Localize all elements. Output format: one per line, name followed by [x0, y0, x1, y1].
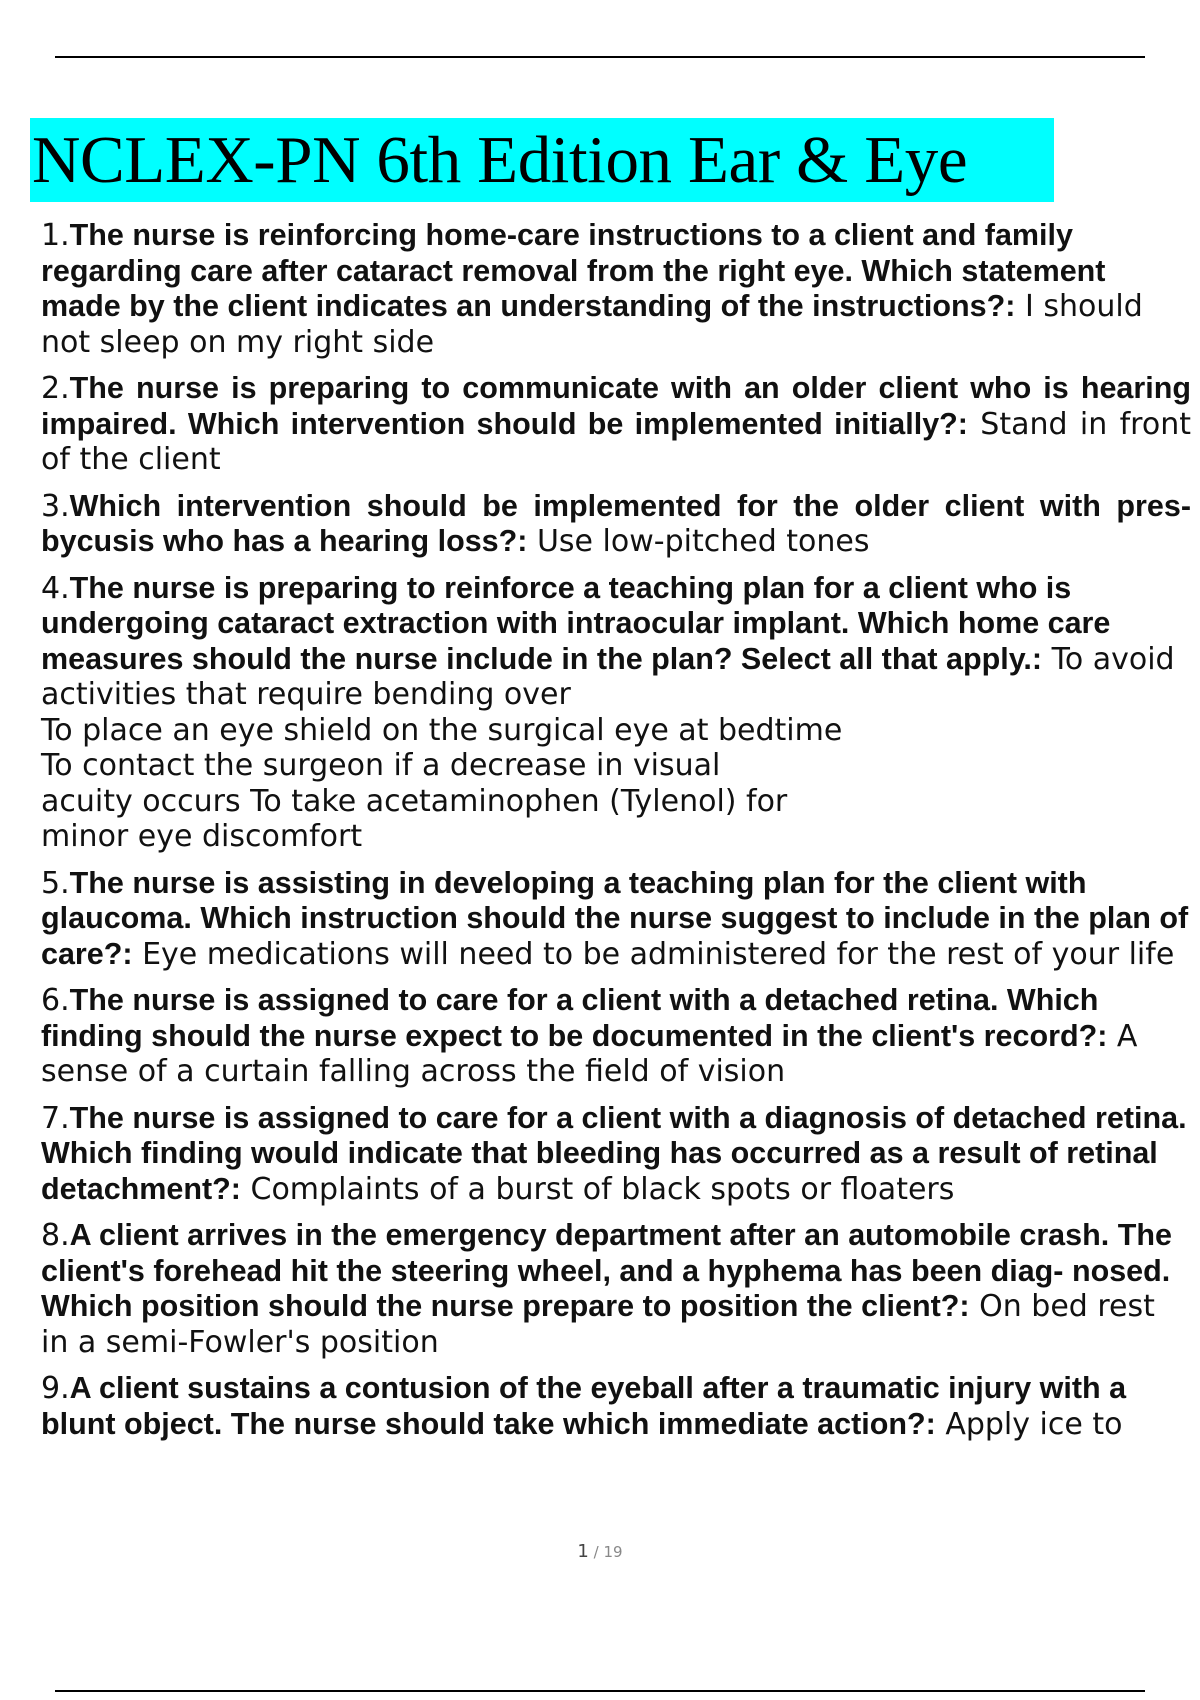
question-item-1 [41, 218, 1191, 360]
question-number: 5. [41, 865, 70, 901]
question-text: A client sustains a contusion of the eyeball after a traumatic injury with a blunt object. The nurse should take which immediate action?: [41, 1371, 1127, 1441]
document-title: NCLEX-PN 6th Edition Ear & Eye [32, 123, 968, 197]
page-separator: / [588, 1543, 604, 1561]
question-number: 1. [41, 218, 70, 253]
question-number: 2. [41, 371, 70, 406]
question-text: The nurse is preparing to reinforce a teaching plan for a client who is undergoing cataract extraction with intraocular implant. Which home care measures should the nurse include in the plan? Select all that apply.: [41, 570, 1111, 676]
title-highlight [30, 118, 1054, 202]
answer-line: minor eye discomfort [41, 819, 363, 854]
question-text: The nurse is preparing to communicate with an older client who is hearing impaired. Which intervention should be implemented initially?: [41, 371, 1191, 441]
question-text: Which intervention should be implemented for the older client with pres- bycusis who has a hearing loss?: [41, 488, 1191, 558]
answer-line: acuity occurs To take acetaminophen (Tylenol) for [41, 783, 788, 819]
answer-text: A sense of a curtain falling across the field of vision [41, 1018, 1138, 1089]
answer-text: Stand in front of the client [41, 406, 1191, 477]
question-item-3 [41, 489, 1191, 560]
answer-text: Eye medications will need to be administered for the rest of your life [132, 936, 1175, 972]
answer-text: Apply ice to [935, 1406, 1123, 1442]
answer-text: Complaints of a burst of black spots or floaters [240, 1171, 955, 1207]
question-list [41, 218, 1191, 1453]
answer-line: To contact the surgeon if a decrease in visual [41, 748, 721, 783]
question-item-2 [41, 371, 1191, 478]
question-text: A client arrives in the emergency department after an automobile crash. The client's forehead hit the steering wheel, and a hyphema has been diag- nosed. Which position should the nurse prepare to position the client?: [41, 1218, 1172, 1323]
answer-text: Use low-pitched tones [527, 524, 870, 559]
page-current: 1 [577, 1541, 589, 1562]
question-text: The nurse is assigned to care for a client with a detached retina. Which finding should the nurse expect to be documented in the client's record?: [41, 983, 1108, 1053]
answer-line: To place an eye shield on the surgical eye at bedtime [41, 712, 843, 748]
question-number: 9. [41, 1371, 70, 1406]
answer-text: On bed rest in a semi-Fowler's position [41, 1289, 1155, 1360]
question-item-9 [41, 1371, 1191, 1442]
question-number: 8. [41, 1218, 70, 1253]
top-rule [55, 56, 1145, 58]
question-item-5 [41, 866, 1191, 973]
question-item-6 [41, 983, 1191, 1090]
question-text: The nurse is assigned to care for a client with a diagnosis of detached retina. Which finding would indicate that bleeding has occurred as a result of retinal detachment?: [41, 1100, 1187, 1206]
question-text: The nurse is reinforcing home-care instructions to a client and family regarding care after cataract removal from the right eye. Which statement made by the client indicates an understanding of the instructions?: [41, 218, 1106, 323]
question-number: 7. [41, 1100, 70, 1136]
bottom-rule [55, 1690, 1145, 1692]
answer-text: I should not sleep on my right side [41, 289, 1143, 360]
question-item-4 [41, 571, 1191, 855]
question-item-8 [41, 1218, 1191, 1360]
question-item-7 [41, 1101, 1191, 1208]
question-number: 4. [41, 570, 70, 606]
question-text: The nurse is assisting in developing a teaching plan for the client with glaucoma. Which instruction should the nurse suggest to include in the plan of care?: [41, 865, 1189, 971]
answer-text: To avoid activities that require bending over [41, 641, 1175, 712]
page-total: 19 [603, 1543, 623, 1561]
page-indicator [0, 1541, 1200, 1562]
question-number: 3. [41, 488, 70, 524]
question-number: 6. [41, 983, 70, 1018]
